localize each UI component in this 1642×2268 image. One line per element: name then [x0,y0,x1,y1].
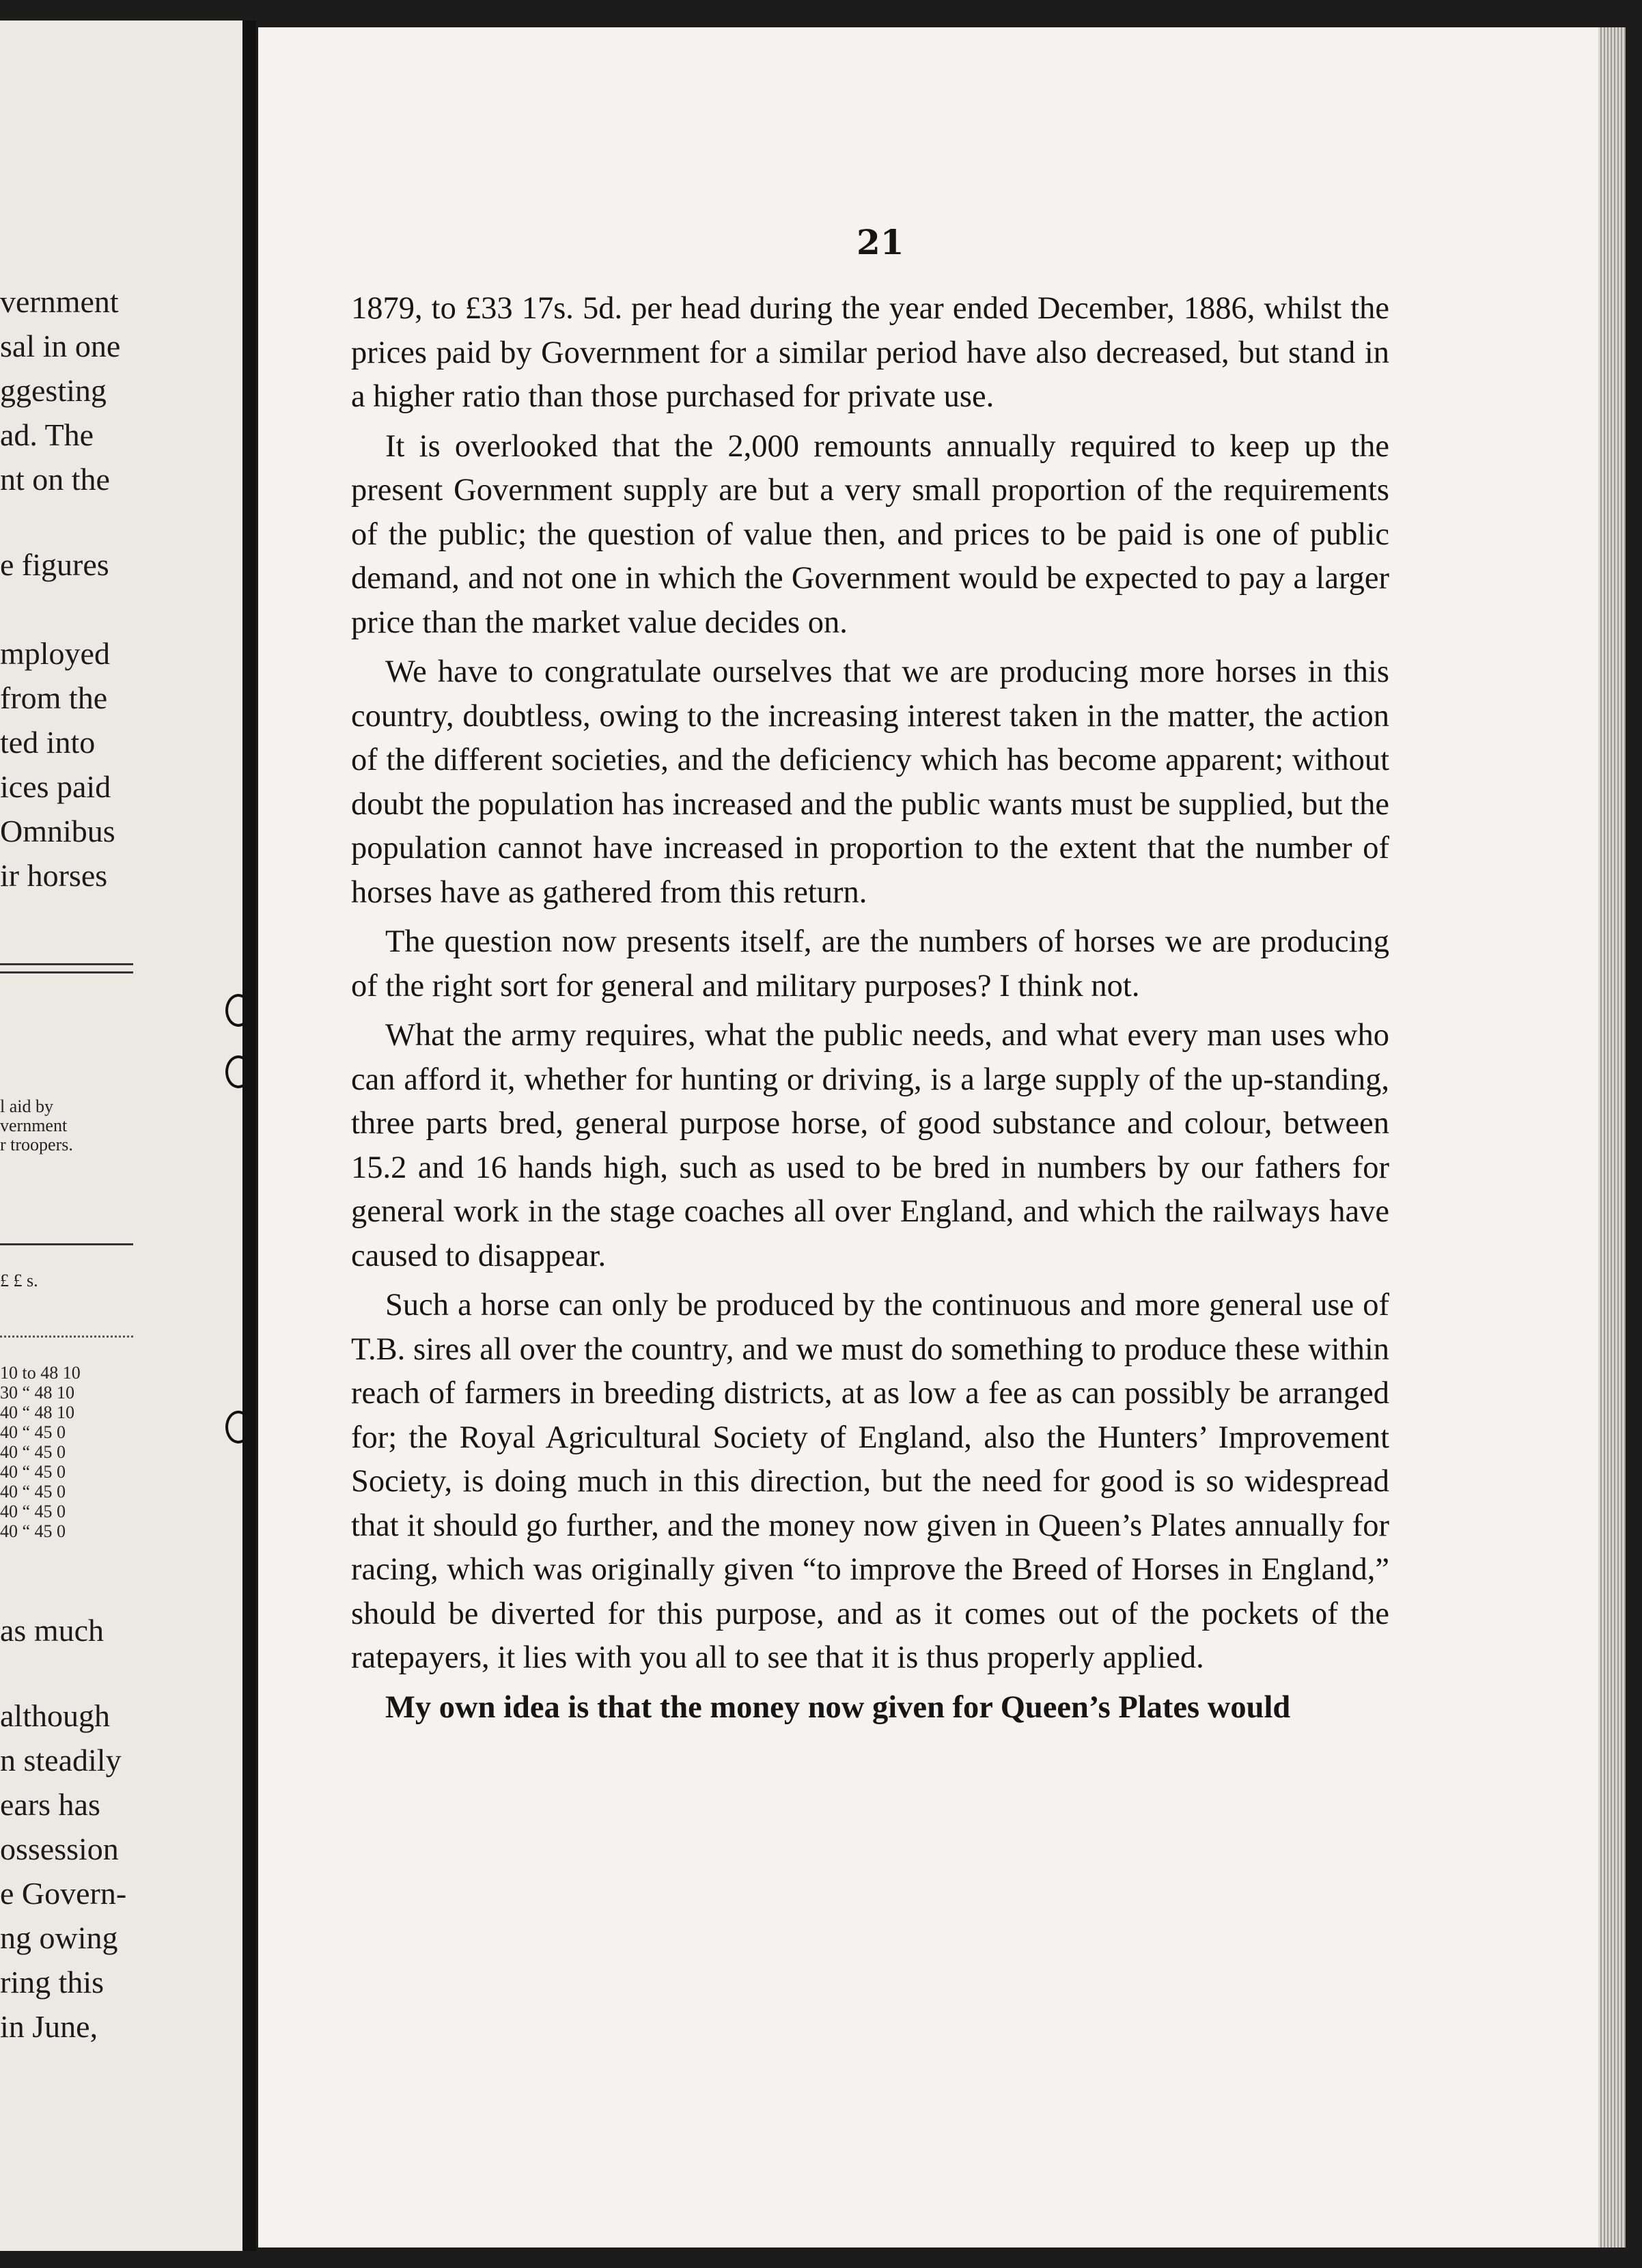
left-text-line: ices paid [0,769,111,804]
table-header-line: l aid by [0,1096,53,1116]
paragraph: It is overlooked that the 2,000 remounts annually required to keep up the present Government supply are but a very small proportion of the requirements of the public; the question of value then, and prices to be paid is one of public demand, and not one in which the Government would be expected to pay a larger price than the market value decides on. [351,428,1389,640]
left-text-line: although [0,1698,110,1733]
left-text-line: ir horses [0,858,108,893]
left-text-line: vernment [0,284,119,319]
left-text-line: ad. The [0,417,94,452]
table-rule [0,1243,133,1245]
paragraph: Such a horse can only be produced by the continuous and more general use of T.B. sires all over the country, and we must do something to produce these within reach of farmers in breeding districts, at as low a fee as can possibly be arranged for; the Royal Agricultural Society of England, also the Hunters’ Improvement Society, is doing much in this direction, but the need for good is so widespread that it should go further, and the money now given in Queen’s Plates annually for racing, which was originally given “to improve the Breed of Horses in England,” should be diverted for this purpose, and as it comes out of the pockets of the ratepayers, it lies with you all to see that it is thus properly applied. [351,1288,1389,1675]
binding-stitch [225,1055,251,1088]
left-text-line: e figures [0,547,109,582]
body-text [351,287,1389,1735]
table-header-line: vernment [0,1116,68,1135]
left-page-fragment [0,20,242,2251]
left-text-line: ring this [0,1965,105,2000]
table-currency-header: £ £ s. [0,1271,38,1290]
table-rule-dotted [0,1336,133,1338]
left-text-line: ears has [0,1787,100,1822]
table-rule-top [0,971,133,973]
table-row: 40 “ 45 0 [0,1442,66,1462]
left-text-line: Omnibus [0,814,115,848]
table-row: 40 “ 48 10 [0,1402,75,1422]
table-rule-top [0,963,133,965]
left-text-line: in June, [0,2009,98,2044]
left-text-line: sal in one [0,329,121,363]
left-text-line: ggesting [0,373,107,408]
paragraph: We have to congratulate ourselves that we are producing more horses in this country, doubtless, owing to the increasing interest taken in the matter, the action of the different societies, and the deficiency which has become apparent; without doubt the population has increased and the public wants must be supplied, but the population cannot have increased in proportion to the extent that the number of horses have as gathered from this return. [351,654,1389,910]
left-text-line: ng owing [0,1920,118,1955]
left-text-line: from the [0,680,108,715]
page-edge-stack [1598,27,1626,2248]
left-text-line: ted into [0,725,96,760]
page-number: 21 [857,222,904,262]
table-row: 40 “ 45 0 [0,1422,66,1442]
left-text-line: mployed [0,636,110,671]
left-text-line: e Govern- [0,1876,127,1911]
paragraph: What the army requires, what the public needs, and what every man uses who can afford it, whether for hunting or driving, is a large supply of the up-standing, three parts bred, general purpose horse, of good substance and colour, between 15.2 and 16 hands high, such as used to be bred in numbers by our fathers for general work in the stage coaches all over England, and which the railways have caused to disappear. [351,1018,1389,1273]
left-text-line: nt on the [0,462,110,497]
table-row: 40 “ 45 0 [0,1521,66,1541]
left-text-line: n steadily [0,1743,122,1778]
binding-stitch [225,1411,251,1443]
paragraph: The question now presents itself, are the numbers of horses we are producing of the right sort for general and military purposes? I think not. [351,924,1389,1004]
book-gutter [242,20,256,2251]
table-row: 40 “ 45 0 [0,1482,66,1502]
table-row: 40 “ 45 0 [0,1462,66,1482]
binding-stitch [225,994,251,1027]
paragraph: My own idea is that the money now given for Queen’s Plates would [385,1689,1291,1725]
left-text-line: as much [0,1613,105,1648]
table-row: 30 “ 48 10 [0,1383,75,1402]
paragraph: 1879, to £33 17s. 5d. per head during the year ended December, 1886, whilst the prices paid by Government for a similar period have also decreased, but stand in a higher ratio than those purchased for private use. [351,291,1389,414]
table-row: 40 “ 45 0 [0,1502,66,1521]
left-text-line: ossession [0,1831,119,1866]
table-header-line: r troopers. [0,1135,73,1154]
table-row: 10 to 48 10 [0,1363,81,1383]
